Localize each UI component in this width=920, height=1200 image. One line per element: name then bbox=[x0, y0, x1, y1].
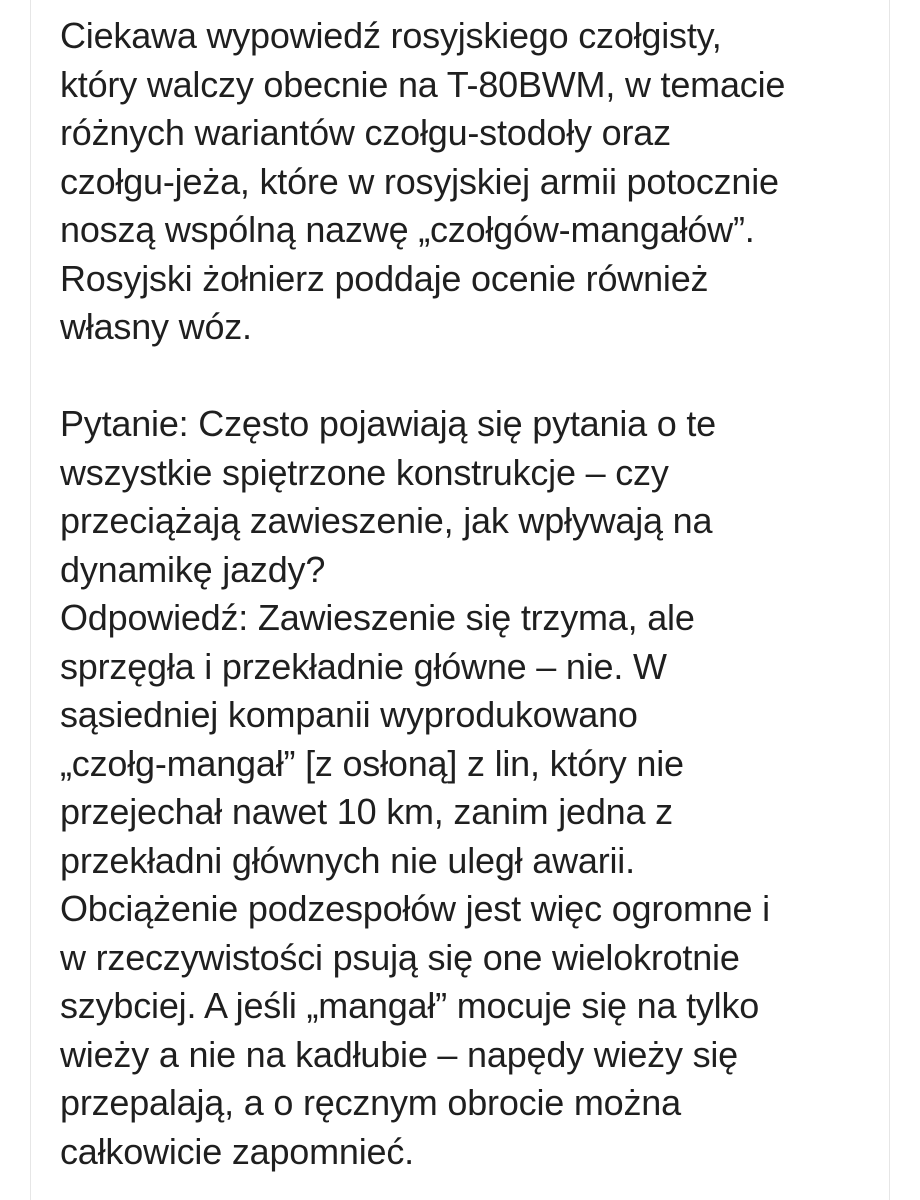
intro-paragraph bbox=[60, 12, 860, 352]
text-line: „czołg-mangał” [z osłoną] z lin, który nie bbox=[60, 742, 684, 784]
text-line: sprzęgła i przekładnie główne – nie. W bbox=[60, 645, 667, 687]
text-line: który walczy obecnie na T-80BWM, w temacie bbox=[60, 63, 786, 105]
text-line: przepalają, a o ręcznym obrocie można bbox=[60, 1082, 681, 1123]
text-line: własny wóz. bbox=[60, 306, 252, 347]
text-line: sąsiedniej kompanii wyprodukowano bbox=[60, 694, 638, 735]
question-paragraph bbox=[60, 400, 860, 594]
text-line: Obciążenie podzespołów jest więc ogromne i bbox=[60, 888, 770, 929]
text-line: Odpowiedź: Zawieszenie się trzyma, ale bbox=[60, 597, 695, 638]
answer-paragraph bbox=[60, 594, 860, 1176]
left-border bbox=[30, 0, 31, 1200]
text-line: Ciekawa wypowiedź rosyjskiego czołgisty, bbox=[60, 15, 722, 56]
text-line: wszystkie spiętrzone konstrukcje – czy bbox=[60, 451, 669, 493]
text-line: czołgu-jeża, które w rosyjskiej armii potocznie bbox=[60, 160, 779, 202]
text-line: przejechał nawet 10 km, zanim jedna z bbox=[60, 791, 673, 832]
post-body bbox=[60, 12, 860, 1176]
paragraph-gap bbox=[60, 352, 860, 401]
text-line: noszą wspólną nazwę „czołgów-mangałów”. bbox=[60, 209, 755, 250]
text-line: przekładni głównych nie uległ awarii. bbox=[60, 839, 635, 881]
text-line: dynamikę jazdy? bbox=[60, 548, 326, 590]
text-line: przeciążają zawieszenie, jak wpływają na bbox=[60, 500, 713, 541]
text-line: Rosyjski żołnierz poddaje ocenie również bbox=[60, 257, 709, 299]
text-line: różnych wariantów czołgu-stodoły oraz bbox=[60, 112, 671, 153]
right-border bbox=[889, 0, 890, 1200]
text-line: całkowicie zapomnieć. bbox=[60, 1130, 414, 1172]
text-line: Pytanie: Często pojawiają się pytania o te bbox=[60, 403, 716, 444]
text-line: szybciej. A jeśli „mangał” mocuje się na tylko bbox=[60, 985, 760, 1026]
text-line: wieży a nie na kadłubie – napędy wieży się bbox=[60, 1033, 739, 1075]
text-line: w rzeczywistości psują się one wielokrotnie bbox=[60, 936, 740, 978]
